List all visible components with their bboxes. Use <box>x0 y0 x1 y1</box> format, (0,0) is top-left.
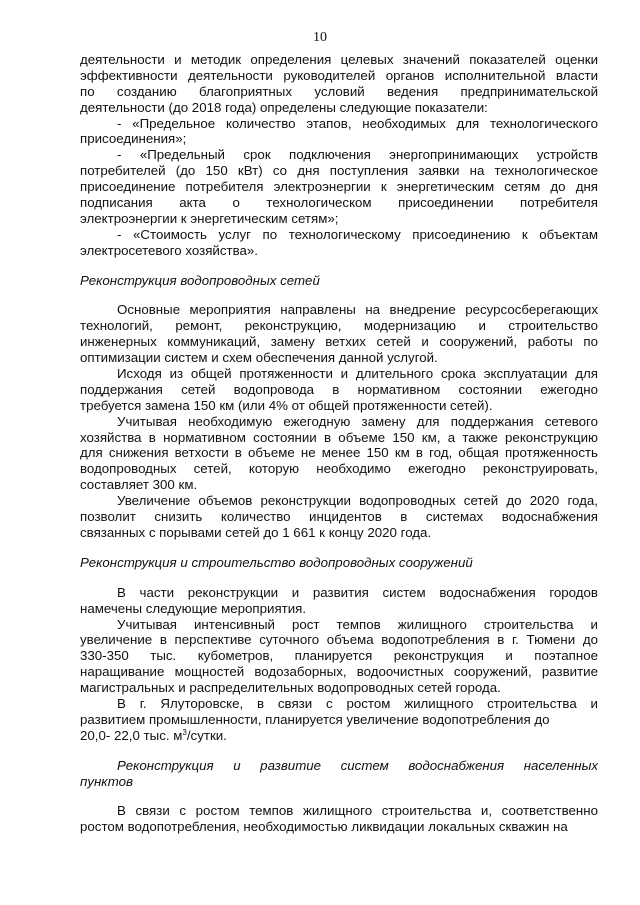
paragraph <box>80 366 598 414</box>
section-heading <box>80 273 598 289</box>
paragraph-gap <box>80 571 598 585</box>
section-heading <box>80 758 598 790</box>
text-line: технологий, ремонт, реконструкцию, модернизацию и строительство <box>80 318 598 334</box>
paragraph-gap <box>80 789 598 803</box>
text-line: В г. Ялуторовске, в связи с ростом жилищного строительства и <box>117 695 598 711</box>
text-line: по созданию благоприятных условий ведения предпринимательской <box>80 83 598 99</box>
heading-line: Реконструкция водопроводных сетей <box>80 272 320 288</box>
text-line: инженерных коммуникаций, замену ветхих сетей и сооружений, работы по <box>80 334 598 350</box>
paragraph <box>80 227 598 259</box>
text-line: электросетевого хозяйства». <box>80 242 258 258</box>
text-line: 20,0- 22,0 тыс. $м^3$/сутки. <box>80 727 227 743</box>
text-line: составляет 300 км. <box>80 477 198 493</box>
heading-line: Реконструкция и строительство водопроводных сооружений <box>80 554 473 570</box>
text-line: деятельности (до 2018 года) определены следующие показатели: <box>80 99 488 115</box>
text-line: ростом водопотребления, необходимостью ликвидации локальных скважин на <box>80 819 568 835</box>
text-line: оптимизации систем и схем обеспечения данной услугой. <box>80 350 438 366</box>
text-line: Исходя из общей протяженности и длительного срока эксплуатации для <box>117 366 598 382</box>
text-line: В связи с ростом темпов жилищного строительства и, соответственно <box>117 803 598 819</box>
paragraph-gap <box>80 288 598 302</box>
paragraph-gap <box>80 744 598 758</box>
text-line: электроэнергии к энергетическим сетям»; <box>80 210 339 226</box>
heading-line: пунктов <box>80 773 133 789</box>
paragraph-gap <box>80 541 598 555</box>
paragraph <box>80 52 598 116</box>
text-line: Основные мероприятия направлены на внедрение ресурсосберегающих <box>117 302 598 318</box>
text-line: магистральных и распределительных водопроводных сетей города. <box>80 680 501 696</box>
text-line: 330-350 тыс. кубометров, планируется реконструкция и поэтапное <box>80 648 598 664</box>
text-line: позволит снизить количество инцидентов в системах водоснабжения <box>80 509 598 525</box>
text-line: Увеличение объемов реконструкции водопроводных сетей до 2020 года, <box>117 493 598 509</box>
text-line: развитием промышленности, планируется увеличение водопотребления до <box>80 711 550 727</box>
text-line: Учитывая интенсивный рост темпов жилищного строительства и <box>117 616 598 632</box>
text-line: связанных с порывами сетей до 1 661 к концу 2020 года. <box>80 524 432 540</box>
text-line: - «Стоимость услуг по технологическому присоединению к объектам <box>117 226 598 242</box>
text-line: подписания акта о технологическом присоединении потребителя <box>80 195 598 211</box>
text-line: хозяйства в нормативном состоянии в объеме 150 км, а также реконструкцию <box>80 429 598 445</box>
text-line: требуется замена 150 км (или 4% от общей протяженности сетей). <box>80 397 493 413</box>
text-line: потребителей (до 150 кВт) со дня поступления заявки на технологическое <box>80 163 598 179</box>
text-line: водопроводных сетей, которую необходимо ежегодно реконструировать, <box>80 461 598 477</box>
paragraph <box>80 116 598 148</box>
paragraph <box>80 302 598 366</box>
paragraph <box>80 585 598 617</box>
page-number: 10 <box>313 30 327 45</box>
text-line: присоединения»; <box>80 131 187 147</box>
text-line: - «Предельное количество этапов, необходимых для технологического <box>117 115 598 131</box>
paragraph <box>80 803 598 835</box>
text-line: для снижения ветхости в объеме не менее 150 км в год, общая протяженность <box>80 445 598 461</box>
paragraph <box>80 147 598 226</box>
text-line: увеличение в перспективе суточного объема водопотребления в г. Тюмени до <box>80 632 598 648</box>
text-line: наращивание мощностей водозаборных, водоочистных сооружений, развитие <box>80 664 598 680</box>
text-line: намечены следующие мероприятия. <box>80 600 307 616</box>
text-line: присоединение потребителя электроэнергии к энергетическим сетям до дня <box>80 179 598 195</box>
document-body <box>80 52 598 835</box>
section-heading <box>80 555 598 571</box>
text-line: Учитывая необходимую ежегодную замену для поддержания сетевого <box>117 413 598 429</box>
text-line: эффективности деятельности руководителей органов исполнительной власти <box>80 67 598 83</box>
heading-line: Реконструкция и развитие систем водоснабжения населенных <box>117 757 598 773</box>
paragraph <box>80 728 598 744</box>
paragraph-gap <box>80 259 598 273</box>
text-line: деятельности и методик определения целевых значений показателей оценки <box>80 52 598 67</box>
text-line: поддержания сетей водопровода в нормативном состоянии ежегодно <box>80 381 598 397</box>
paragraph <box>80 617 598 696</box>
paragraph <box>80 493 598 541</box>
text-line: - «Предельный срок подключения энергопринимающих устройств <box>117 147 598 163</box>
paragraph <box>80 414 598 493</box>
paragraph <box>80 696 598 728</box>
text-line: В части реконструкции и развития систем водоснабжения городов <box>117 584 598 600</box>
